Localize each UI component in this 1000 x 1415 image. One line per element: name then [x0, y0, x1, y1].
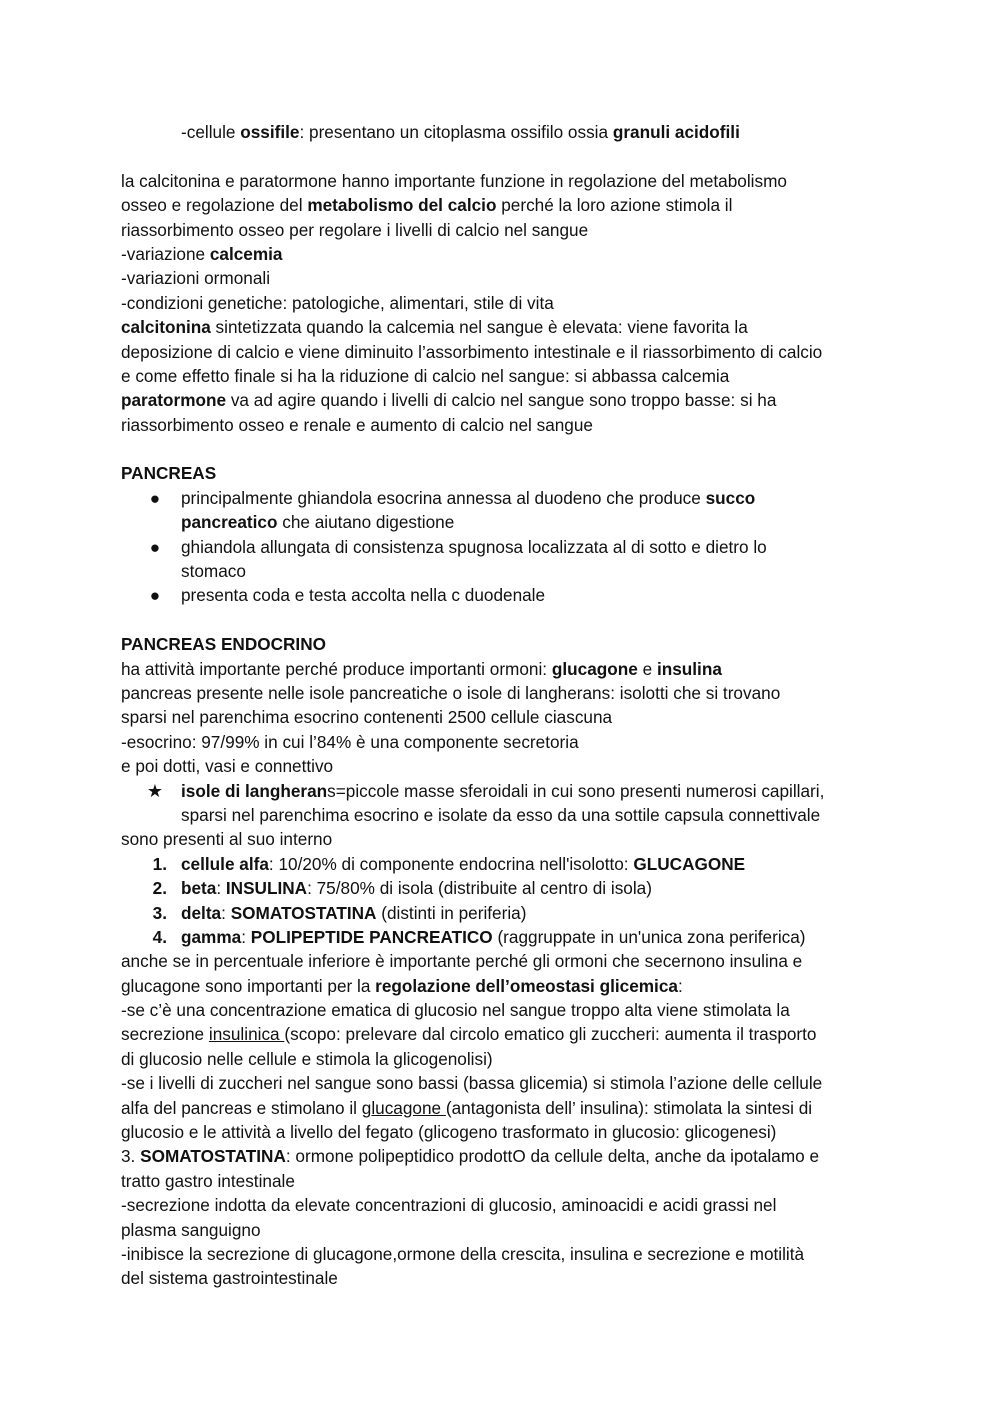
star-icon: ★: [146, 780, 164, 801]
text: la calcitonina e paratormone hanno importante funzione in regolazione del metabolismo: [121, 170, 787, 191]
text-line: [121, 218, 901, 242]
text-line: [121, 974, 901, 998]
bold-text: POLIPEPTIDE PANCREATICO: [250, 926, 493, 947]
underlined-text: insulinica: [208, 1024, 285, 1045]
text: -variazioni ormonali: [121, 268, 271, 289]
heading-text: PANCREAS: [121, 463, 217, 484]
bold-text: SOMATOSTATINA: [140, 1146, 286, 1167]
text: : 10/20% di componente endocrina nell'isolotto:: [268, 853, 634, 874]
text: -inibisce la secrezione di glucagone,ormone della crescita, insulina e secrezione e motilità: [121, 1243, 805, 1264]
text: -variazione: [121, 243, 210, 264]
text-line: [121, 998, 901, 1022]
text: :: [221, 902, 231, 923]
text: -se c’è una concentrazione ematica di glucosio nel sangue troppo alta viene stimolata la: [121, 1000, 790, 1021]
bullet-continuation: [121, 510, 901, 534]
bold-text: SOMATOSTATINA: [230, 902, 377, 923]
text-line: [121, 1218, 901, 1242]
text-line: [121, 1242, 901, 1266]
text: -se i livelli di zuccheri nel sangue sono bassi (bassa glicemia) si stimola l’azione delle cellule: [121, 1073, 823, 1094]
bold-text: pancreatico: [181, 512, 278, 533]
text: sparsi nel parenchima esocrino e isolate da esso da una sottile capsula connettivale: [181, 804, 821, 825]
text: : 75/80% di isola (distribuite al centro di isola): [307, 878, 652, 899]
text: : presentano un citoplasma ossifilo ossia: [299, 122, 613, 142]
list-number: 3.: [152, 902, 167, 923]
text-line: [121, 1144, 901, 1168]
bullet-icon: ●: [149, 536, 161, 557]
text-line: [121, 1071, 901, 1095]
text-line: [121, 1266, 901, 1290]
spacer: [121, 144, 901, 168]
text: (raggruppate in un'unica zona periferica): [492, 926, 806, 947]
bold-text: paratormone: [121, 390, 227, 411]
text: :: [241, 926, 251, 947]
text: -condizioni genetiche: patologiche, alimentari, stile di vita: [121, 292, 554, 313]
text: anche se in percentuale inferiore è importante perché gli ormoni che secernono insulina e: [121, 951, 803, 972]
text-line: [121, 1193, 901, 1217]
numbered-item: [121, 901, 901, 925]
text-line: [121, 1120, 901, 1144]
text: 3.: [121, 1146, 141, 1167]
list-number: 2.: [152, 878, 167, 899]
bold-text: gamma: [181, 926, 242, 947]
text-line: [121, 827, 901, 851]
numbered-item: [121, 925, 901, 949]
numbered-item: [121, 876, 901, 900]
text: secrezione: [121, 1024, 209, 1045]
text-line: [121, 388, 901, 412]
text: plasma sanguigno: [121, 1219, 261, 1240]
text: perché la loro azione stimola il: [496, 195, 733, 216]
text-line: [121, 949, 901, 973]
text: (antagonista dell’ insulina): stimolata la sintesi di: [445, 1097, 813, 1118]
paragraph-cellule-ossifile: [121, 120, 901, 144]
text: glucosio e le attività a livello del fegato (glicogeno trasformato in glucosio: glicogenesi): [121, 1122, 777, 1143]
bold-text: delta: [181, 902, 222, 923]
bold-text: isole di langheran: [181, 780, 328, 801]
bullet-icon: ●: [149, 585, 161, 606]
bullet-item: [121, 535, 901, 559]
text: osseo e regolazione del: [121, 195, 308, 216]
text: :: [216, 878, 226, 899]
list-number: 4.: [152, 926, 167, 947]
bold-text: calcitonina: [121, 317, 211, 338]
text-line: [121, 169, 901, 193]
text: che aiutano digestione: [277, 512, 455, 533]
text: tratto gastro intestinale: [121, 1170, 295, 1191]
text: riassorbimento osseo per regolare i livelli di calcio nel sangue: [121, 219, 589, 240]
text-line: [121, 291, 901, 315]
text-line: [121, 193, 901, 217]
text: di glucosio nelle cellule e stimola la glicogenolisi): [121, 1048, 493, 1069]
text: ha attività importante perché produce importanti ormoni:: [121, 658, 552, 679]
bold-text: granuli acidofili: [612, 122, 740, 142]
text: glucagone sono importanti per la: [121, 975, 376, 996]
text-line: [121, 1169, 901, 1193]
text: sparsi nel parenchima esocrino contenenti 2500 cellule ciascuna: [121, 707, 613, 728]
numbered-item: [121, 852, 901, 876]
text-line: [121, 340, 901, 364]
section-heading-pancreas-endocrino: [121, 632, 901, 656]
text-line: [121, 730, 901, 754]
text: e: [637, 658, 657, 679]
text-line: [121, 1096, 901, 1120]
bold-text: glucagone: [551, 658, 638, 679]
text-line: [121, 266, 901, 290]
bold-text: calcemia: [209, 243, 283, 264]
bullet-icon: ●: [149, 487, 161, 508]
text-line: [121, 315, 901, 339]
text: alfa del pancreas e stimolano il: [121, 1097, 362, 1118]
text: sintetizzata quando la calcemia nel sangue è elevata: viene favorita la: [210, 317, 748, 338]
bold-text: cellule alfa: [181, 853, 269, 874]
star-continuation: [121, 803, 901, 827]
bold-text: beta: [181, 878, 217, 899]
text-line: [121, 242, 901, 266]
bold-text: regolazione dell’omeostasi glicemica: [375, 975, 678, 996]
bold-text: succo: [705, 487, 756, 508]
text: presenta coda e testa accolta nella c duodenale: [181, 585, 546, 606]
text: va ad agire quando i livelli di calcio nel sangue sono troppo basse: si ha: [226, 390, 777, 411]
underlined-text: glucagone: [361, 1097, 446, 1118]
text: : ormone polipeptidico prodottO da cellule delta, anche da ipotalamo e: [285, 1146, 820, 1167]
text-line: [121, 1047, 901, 1071]
text: deposizione di calcio e viene diminuito l’assorbimento intestinale e il riassorbimento di calcio: [121, 341, 823, 362]
text: del sistema gastrointestinale: [121, 1268, 338, 1289]
bullet-item: [121, 486, 901, 510]
text: stomaco: [181, 561, 246, 582]
text: -secrezione indotta da elevate concentrazioni di glucosio, aminoacidi e acidi grassi nel: [121, 1195, 777, 1216]
document-page: [121, 120, 901, 1291]
text: :: [677, 975, 683, 996]
section-heading-pancreas: [121, 461, 901, 485]
text: ghiandola allungata di consistenza spugnosa localizzata al di sotto e dietro lo: [181, 536, 767, 557]
text: e poi dotti, vasi e connettivo: [121, 756, 334, 777]
text: (scopo: prelevare dal circolo ematico gli zuccheri: aumenta il trasporto: [284, 1024, 817, 1045]
text: (distinti in periferia): [376, 902, 527, 923]
text-line: [121, 754, 901, 778]
bold-text: ossifile: [240, 122, 300, 142]
text-line: [121, 681, 901, 705]
bullet-item: [121, 583, 901, 607]
text: principalmente ghiandola esocrina annessa al duodeno che produce: [181, 487, 706, 508]
bold-text: insulina: [656, 658, 722, 679]
list-number: 1.: [152, 853, 167, 874]
text: riassorbimento osseo e renale e aumento di calcio nel sangue: [121, 414, 593, 435]
text-line: [121, 1022, 901, 1046]
text-line: [121, 705, 901, 729]
text: pancreas presente nelle isole pancreatiche o isole di langherans: isolotti che si trovano: [121, 682, 781, 703]
text: s=piccole masse sferoidali in cui sono presenti numerosi capillari,: [327, 780, 825, 801]
text: e come effetto finale si ha la riduzione di calcio nel sangue: si abbassa calcemia: [121, 365, 730, 386]
bullet-continuation: [121, 559, 901, 583]
bold-text: INSULINA: [225, 878, 308, 899]
star-item: [121, 779, 901, 803]
text-line: [121, 413, 901, 437]
text: -esocrino: 97/99% in cui l’84% è una componente secretoria: [121, 731, 579, 752]
text-line: [121, 364, 901, 388]
text: -cellule: [181, 122, 241, 142]
bold-text: metabolismo del calcio: [307, 195, 497, 216]
text: sono presenti al suo interno: [121, 829, 333, 850]
bold-text: GLUCAGONE: [633, 853, 746, 874]
heading-text: PANCREAS ENDOCRINO: [121, 634, 326, 655]
text-line: [121, 657, 901, 681]
spacer: [121, 608, 901, 632]
spacer: [121, 437, 901, 461]
